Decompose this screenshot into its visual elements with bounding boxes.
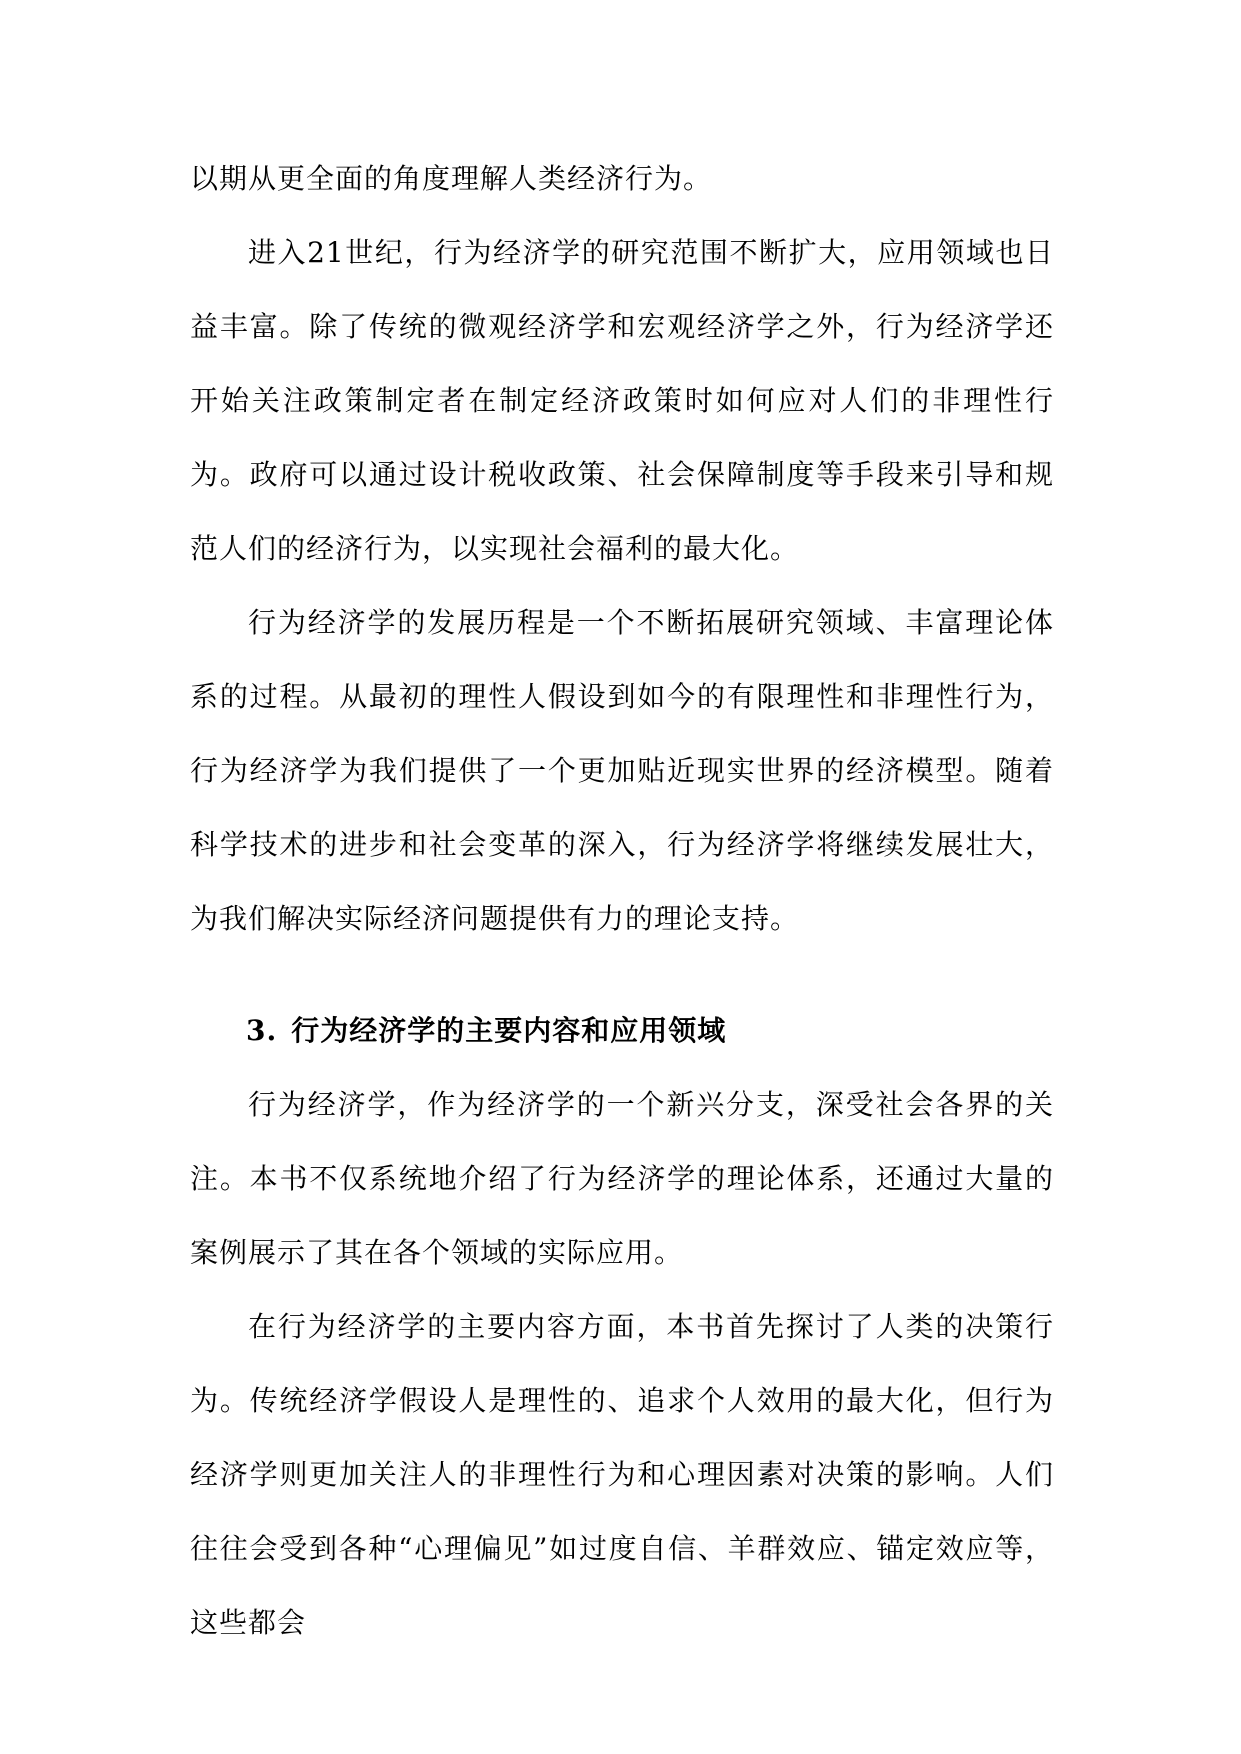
page-body bbox=[190, 142, 1054, 1660]
section-heading bbox=[190, 994, 1054, 1068]
paragraph: 以期从更全面的角度理解人类经济行为。 bbox=[190, 162, 713, 195]
section-title: 行为经济学的主要内容和应用领域 bbox=[291, 1014, 727, 1047]
section-number: 3. bbox=[246, 1014, 278, 1047]
paragraph: 进入21世纪，行为经济学的研究范围不断扩大，应用领域也日益丰富。除了传统的微观经济学和宏观经济学之外，行为经济学还开始关注政策制定者在制定经济政策时如何应对人们的非理性行为。政府可以通过设计税收政策、社会保障制度等手段来引导和规范人们的经济行为，以实现社会福利的最大化。 bbox=[190, 236, 1054, 565]
paragraph: 行为经济学，作为经济学的一个新兴分支，深受社会各界的关注。本书不仅系统地介绍了行为经济学的理论体系，还通过大量的案例展示了其在各个领域的实际应用。 bbox=[190, 1088, 1054, 1269]
paragraph: 行为经济学的发展历程是一个不断拓展研究领域、丰富理论体系的过程。从最初的理性人假设到如今的有限理性和非理性行为，行为经济学为我们提供了一个更加贴近现实世界的经济模型。随着科学技术的进步和社会变革的深入，行为经济学将继续发展壮大，为我们解决实际经济问题提供有力的理论支持。 bbox=[190, 606, 1054, 935]
paragraph: 在行为经济学的主要内容方面，本书首先探讨了人类的决策行为。传统经济学假设人是理性的、追求个人效用的最大化，但行为经济学则更加关注人的非理性行为和心理因素对决策的影响。人们往往会受到各种“心理偏见”如过度自信、羊群效应、锚定效应等，这些都会 bbox=[190, 1310, 1054, 1639]
